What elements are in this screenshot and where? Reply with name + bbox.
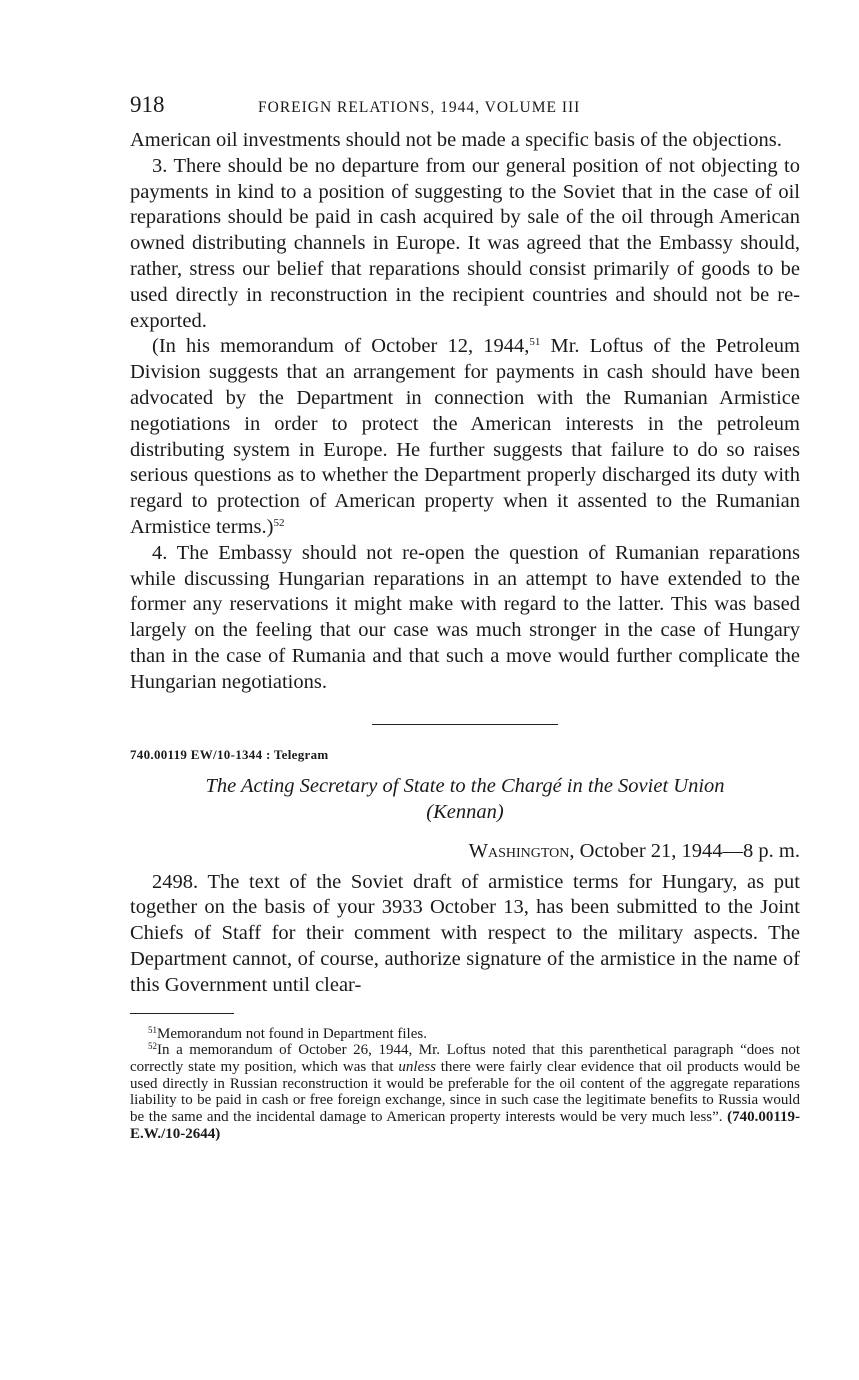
footnote-52-text-a: In a memorandum of October 26, 1944, Mr. Loftus noted that this parenthetical paragraph “does not correctly state my position, which was that	[130, 1042, 800, 1075]
dateline-date: , October 21, 1944—8 p. m.	[569, 839, 800, 862]
paragraph-point-3: 3. There should be no departure from our general position of not objecting to payments in kind to a position of suggesting to the Soviet that in the case of oil reparations should be paid in cash acquired by sale of the oil through American owned distributing channels in Europe. It was agreed that the Embassy should, rather, stress our belief that reparations should consist primarily of goods to be used directly in reconstruction in the recipient countries and should not be re-exported.	[130, 154, 800, 332]
footnote-51-text: Memorandum not found in Department files.	[157, 1025, 427, 1042]
parenthetical-text-b: Mr. Loftus of the Petroleum Division suggests that an arrangement for payments in cash should have been advocated by the Department in connection with the Rumanian Armistice negotiations in order to protect the American interests in the petroleum distributing system in Europe. He further suggests that failure to do so raises serious questions as to whether the Department properly discharged its duty with regard to protection of American property when it assented to the Rumanian Armistice terms.)	[130, 335, 800, 538]
telegram-body	[130, 870, 800, 999]
page-header	[130, 88, 800, 128]
document-title	[130, 773, 800, 825]
document-title-line-2: (Kennan)	[426, 800, 504, 823]
file-reference: 740.00119 EW/10-1344 : Telegram	[130, 746, 329, 762]
footnote-divider	[130, 1013, 234, 1014]
telegram-paragraph: 2498. The text of the Soviet draft of armistice terms for Hungary, as put together on the basis of your 3933 October 13, has been submitted to the Joint Chiefs of Staff for their comment with respect to the military aspects. The Department cannot, of course, authorize signature of the armistice in the name of this Government until clear-	[130, 870, 800, 996]
body-text	[130, 128, 800, 696]
section-divider	[372, 724, 558, 725]
dateline	[130, 838, 800, 864]
footnote-51	[130, 1026, 800, 1043]
page-number: 918	[130, 92, 165, 117]
footnotes	[130, 1026, 800, 1143]
parenthetical-text-a: (In his memorandum of October 12, 1944,	[152, 335, 530, 358]
running-title: FOREIGN RELATIONS, 1944, VOLUME III	[258, 99, 581, 116]
footnote-51-number: 51	[148, 1024, 157, 1035]
footnote-52-text-b: there were fairly clear evidence that oil products would be used directly in Russian reconstruction it would be preferable for the oil content of the aggregate reparations liability to be paid in cash or free foreign exchange, since in such case the legitimate benefits to Russia would be the same and the incidental damage to American property interests would be very much less”.	[130, 1058, 800, 1126]
document-page	[130, 88, 800, 1142]
footnote-52-emphasis: unless	[398, 1058, 436, 1075]
paragraph-continued: American oil investments should not be made a specific basis of the objections.	[130, 129, 782, 151]
footnote-ref-51: 51	[529, 336, 541, 349]
paragraph-parenthetical	[130, 334, 800, 540]
paragraph-point-4: 4. The Embassy should not re-open the question of Rumanian reparations while discussing Hungarian reparations in an attempt to have extended to the former any reservations it might make with regard to the latter. This was based largely on the feeling that our case was much stronger in the case of Hungary than in the case of Rumania and that such a move would further complicate the Hungarian negotiations.	[130, 541, 800, 693]
footnote-ref-52: 52	[273, 516, 285, 529]
document-title-line-1: The Acting Secretary of State to the Chargé in the Soviet Union	[205, 774, 725, 797]
footnote-52	[130, 1042, 800, 1142]
dateline-place: Washington	[468, 839, 570, 862]
footnote-52-number: 52	[148, 1041, 157, 1052]
footnote-52-file-ref: (740.00119-E.W./10-2644)	[130, 1109, 800, 1142]
